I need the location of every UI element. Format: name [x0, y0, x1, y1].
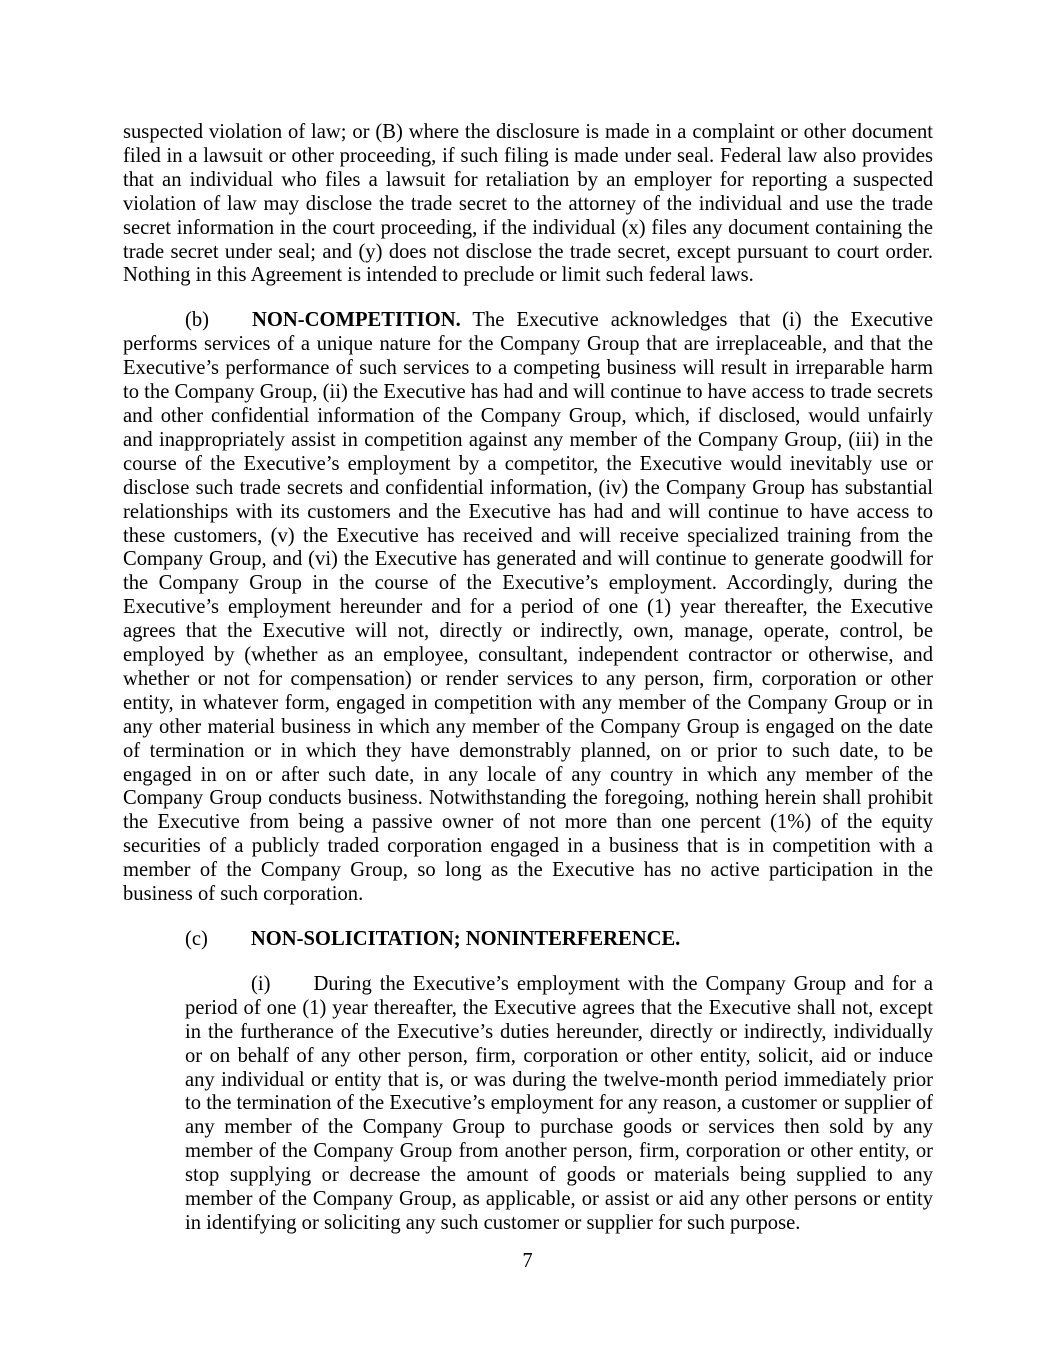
paragraph-continuation: suspected violation of law; or (B) where the disclosure is made in a complaint or other document filed in a lawsuit or other proceeding, if such filing is made under seal. Federal law also provides that an individual who files a lawsuit for retaliation by an employer for reporting a suspected violation of law may disclose the trade secret to the attorney of the individual and use the trade secret information in the court proceeding, if the individual (x) files any document containing the trade secret under seal; and (y) does not disclose the trade secret, except pursuant to court order. Nothing in this Agreement is intended to preclude or limit such federal laws.	[123, 121, 933, 287]
page-number: 7	[522, 1250, 533, 1272]
page-content	[123, 121, 933, 1257]
page-footer	[0, 1250, 1055, 1274]
section-c-heading-line	[185, 928, 933, 952]
section-c-item-i-paragraph	[185, 973, 933, 1236]
section-b-label: (b)	[185, 309, 210, 332]
section-c	[185, 928, 933, 1236]
section-b-paragraph	[123, 309, 933, 907]
section-b-body: The Executive acknowledges that (i) the Executive performs services of a unique nature for the Company Group that are irreplaceable, and that the Executive’s performance of such services to a competing business will result in irreparable harm to the Company Group, (ii) the Executive has had and will continue to have access to trade secrets and other confidential information of the Company Group, which, if disclosed, would unfairly and inappropriately assist in competition against any member of the Company Group, (iii) in the course of the Executive’s employment by a competitor, the Executive would inevitably use or disclose such trade secrets and confidential information, (iv) the Company Group has substantial relationships with its customers and the Executive has had and will continue to have access to these customers, (v) the Executive has received and will receive specialized training from the Company Group, and (vi) the Executive has generated and will continue to generate goodwill for the Company Group in the course of the Executive’s employment. Accordingly, during the Executive’s employment hereunder and for a period of one (1) year thereafter, the Executive agrees that the Executive will not, directly or indirectly, own, manage, operate, control, be employed by (whether as an employee, consultant, independent contractor or otherwise, and whether or not for compensation) or render services to any person, firm, corporation or other entity, in whatever form, engaged in competition with any member of the Company Group or in any other material business in which any member of the Company Group is engaged on the date of termination or in which they have demonstrably planned, on or prior to such date, to be engaged in on or after such date, in any locale of any country in which any member of the Company Group conducts business. Notwithstanding the foregoing, nothing herein shall prohibit the Executive from being a passive owner of not more than one percent (1%) of the equity securities of a publicly traded corporation engaged in a business that is in competition with a member of the Company Group, so long as the Executive has no active participation in the business of such corporation.	[123, 309, 933, 906]
section-c-item-i-body: During the Executive’s employment with the Company Group and for a period of one (1) year thereafter, the Executive agrees that the Executive shall not, except in the furtherance of the Executive’s duties hereunder, directly or indirectly, individually or on behalf of any other person, firm, corporation or other entity, solicit, aid or induce any individual or entity that is, or was during the twelve-month period immediately prior to the termination of the Executive’s employment for any reason, a customer or supplier of any member of the Company Group to purchase goods or services then sold by any member of the Company Group from another person, firm, corporation or other entity, or stop supplying or decrease the amount of goods or materials being supplied to any member of the Company Group, as applicable, or assist or aid any other persons or entity in identifying or soliciting any such customer or supplier for such purpose.	[185, 972, 933, 1234]
section-c-label: (c)	[185, 928, 208, 950]
section-c-heading: NON-SOLICITATION; NONINTERFERENCE.	[250, 928, 681, 950]
section-c-item-i-label: (i)	[251, 972, 271, 995]
section-b-heading: NON-COMPETITION.	[252, 309, 461, 332]
